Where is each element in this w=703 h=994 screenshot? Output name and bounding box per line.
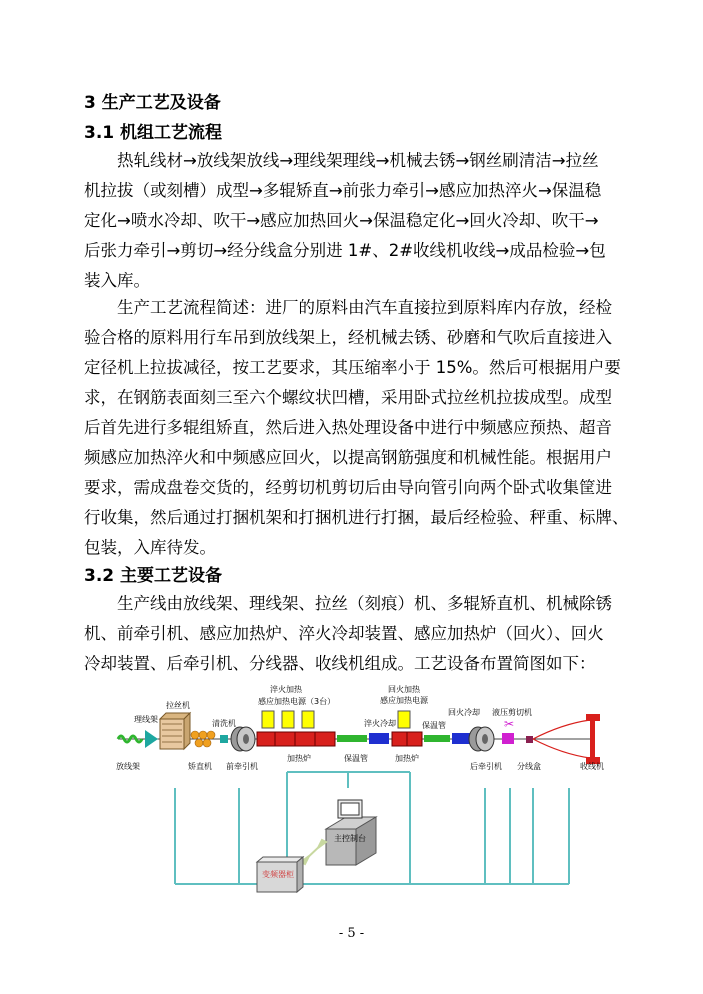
label-wire-rack: 理线架 [134, 715, 158, 724]
text-line: 生产工艺流程简述：进厂的原料由汽车直接拉到原料库内存放，经检 [117, 298, 612, 317]
front-puller-icon [231, 727, 255, 751]
label-rear-puller: 后牵引机 [470, 762, 502, 771]
quench-power-supply-icon [262, 711, 314, 728]
text-line: 要求，需成盘卷交货的，经剪切机剪切后由导向管引向两个卧式收集筐进 [84, 478, 612, 497]
text-line: 后首先进行多辊组矫直，然后进入热处理设备中进行中频感应预热、超音 [84, 418, 612, 437]
drawing-machine-icon [160, 713, 190, 749]
text-line: 装入库。 [84, 271, 150, 290]
temper-power-supply-icon [398, 711, 410, 728]
quench-furnace-icon [257, 732, 335, 746]
label-console: 主控制台 [334, 834, 366, 843]
label-temper-power: 感应加热电源 [380, 696, 428, 705]
label-insulation-bottom: 保温管 [344, 754, 368, 763]
scissors-icon: ✂ [504, 717, 515, 731]
paragraph-process-description [84, 293, 632, 563]
text-line: 机拉拔（或刻槽）成型→多辊矫直→前张力牵引→感应加热淬火→保温稳 [84, 181, 602, 200]
insulation-pipe-icon [337, 735, 367, 742]
text-line: 行收集，然后通过打捆机架和打捆机进行打捆，最后经检验、秤重、标牌、 [84, 508, 629, 527]
text-line: 定径机上拉拔减径，按工艺要求，其压缩率小于 15%。然后可根据用户要 [84, 358, 621, 377]
label-quench-cooling: 淬火冷却 [364, 719, 396, 728]
data-link-arrow [301, 840, 326, 864]
label-winder: 收线机 [580, 762, 604, 771]
label-quench-heat: 淬火加热 [270, 685, 302, 694]
text-line: 后张力牵引→剪切→经分线盒分别进 1#、2#收线机收线→成品检验→包 [84, 241, 606, 260]
label-furnace-2: 加热炉 [395, 754, 419, 763]
paragraph-process-flow [84, 146, 632, 296]
label-front-puller: 前牵引机 [226, 762, 258, 771]
straightener-icon [191, 731, 215, 747]
text-line: 求，在钢筋表面刻三至六个螺纹状凹槽，采用卧式拉丝机拉拔成型。成型 [84, 388, 612, 407]
label-payoff-rack: 放线架 [116, 762, 140, 771]
rear-puller-icon [469, 727, 494, 751]
wire-rack-icon [145, 730, 158, 748]
label-drawing-machine: 拉丝机 [166, 701, 190, 710]
text-line: 机、前牵引机、感应加热炉、淬火冷却装置、感应加热炉（回火）、回火 [84, 624, 604, 643]
text-line: 包装，入库待发。 [84, 538, 216, 557]
label-temper-heat: 回火加热 [388, 685, 420, 694]
text-line: 生产线由放线架、理线架、拉丝（刻痕）机、多辊矫直机、机械除锈 [117, 594, 612, 613]
text-line: 热轧线材→放线架放线→理线架理线→机械去锈→钢丝刷清洁→拉丝 [117, 151, 599, 170]
washer-icon [220, 735, 228, 743]
text-line: 冷却装置、后牵引机、分线器、收线机组成。工艺设备布置简图如下： [84, 654, 596, 673]
holding-pipe-icon [424, 735, 450, 742]
label-insulation-top: 保温管 [422, 721, 446, 730]
label-temper-cooling: 回火冷却 [448, 708, 480, 717]
paragraph-equipment [84, 589, 632, 679]
text-line: 验合格的原料用行车吊到放线架上，经机械去锈、砂磨和气吹后直接进入 [84, 328, 612, 347]
equipment-layout-diagram [112, 684, 622, 894]
page-number: - 5 - [338, 926, 365, 941]
section-heading: 3 生产工艺及设备 [84, 93, 221, 113]
temper-furnace-icon [392, 732, 422, 746]
label-straightener: 矫直机 [188, 762, 212, 771]
text-line: 频感应加热淬火和中频感应回火，以提高钢筋强度和机械性能。根据用户 [84, 448, 612, 467]
label-inverter: 变频器柜 [262, 870, 294, 879]
subsection-heading-equipment: 3.2 主要工艺设备 [84, 566, 223, 586]
text-line: 定化→喷水冷却、吹干→感应加热回火→保温稳定化→回火冷却、吹干→ [84, 211, 599, 230]
label-quench-power: 感应加热电源（3台） [258, 697, 336, 706]
label-splitter: 分线盒 [517, 762, 541, 771]
quench-cooling-icon [369, 733, 389, 744]
hydraulic-shear-icon [502, 733, 514, 744]
label-hydraulic-shear: 液压剪切机 [492, 708, 532, 717]
splitter-icon [526, 736, 533, 743]
label-furnace-1: 加热炉 [287, 754, 311, 763]
control-console-icon [326, 800, 376, 865]
label-washer: 清洗机 [212, 719, 236, 728]
subsection-heading-process-flow: 3.1 机组工艺流程 [84, 123, 223, 143]
